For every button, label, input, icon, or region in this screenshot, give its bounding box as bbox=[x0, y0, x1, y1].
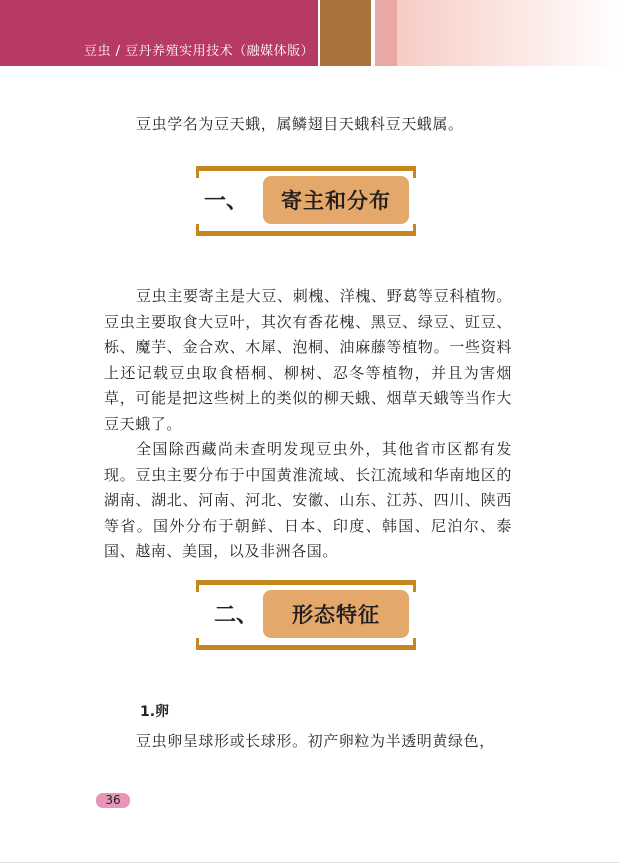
body-paragraph: 全国除西藏尚未查明发现豆虫外，其他省市区都有发现。豆虫主要分布于中国黄淮流域、长江流域和华南地区的湖南、湖北、河南、河北、安徽、山东、江苏、四川、陕西等省。国外分布于朝鲜、日本、印度、韩国、尼泊尔、泰国、越南、美国，以及非洲各国。 bbox=[104, 440, 512, 561]
header-band-brown bbox=[320, 0, 371, 66]
section-number: 一、 bbox=[204, 189, 249, 214]
section-title: 寄主和分布 bbox=[281, 189, 391, 213]
section-frame-bottom bbox=[196, 231, 416, 236]
section-frame-top bbox=[196, 580, 416, 585]
header-band-pink bbox=[375, 0, 397, 66]
body-paragraph: 豆虫主要寄主是大豆、刺槐、洋槐、野葛等豆科植物。豆虫主要取食大豆叶，其次有香花槐、黑豆、绿豆、豇豆、栎、魔芋、金合欢、木犀、泡桐、油麻藤等植物。一些资料上还记载豆虫取食梧桐、柳树、忍冬等植物，并且为害烟草，可能是把这些树上的类似的柳天蛾、烟草天蛾等当作大豆天蛾了。 bbox=[104, 287, 512, 433]
intro-paragraph: 豆虫学名为豆天蛾，属鳞翅目天蛾科豆天蛾属。 bbox=[136, 115, 464, 133]
section-title-badge bbox=[263, 590, 409, 638]
page-number-badge: 36 bbox=[96, 793, 130, 808]
section-title: 形态特征 bbox=[292, 603, 380, 627]
section-frame-top bbox=[196, 166, 416, 171]
page-edge bbox=[0, 862, 620, 863]
section-heading-2 bbox=[196, 580, 416, 650]
section-frame-bottom bbox=[196, 645, 416, 650]
header-band-fade bbox=[397, 0, 620, 66]
running-header-title: 豆虫 / 豆丹养殖实用技术（融媒体版） bbox=[84, 44, 315, 59]
section-title-badge bbox=[263, 176, 409, 224]
subheading: 1.卵 bbox=[140, 704, 170, 720]
section-number: 二、 bbox=[214, 603, 259, 628]
header-band-magenta bbox=[0, 0, 318, 66]
body-paragraph: 豆虫卵呈球形或长球形。初产卵粒为半透明黄绿色， bbox=[136, 732, 495, 750]
section-heading-1 bbox=[196, 166, 416, 236]
page-header bbox=[0, 0, 620, 66]
